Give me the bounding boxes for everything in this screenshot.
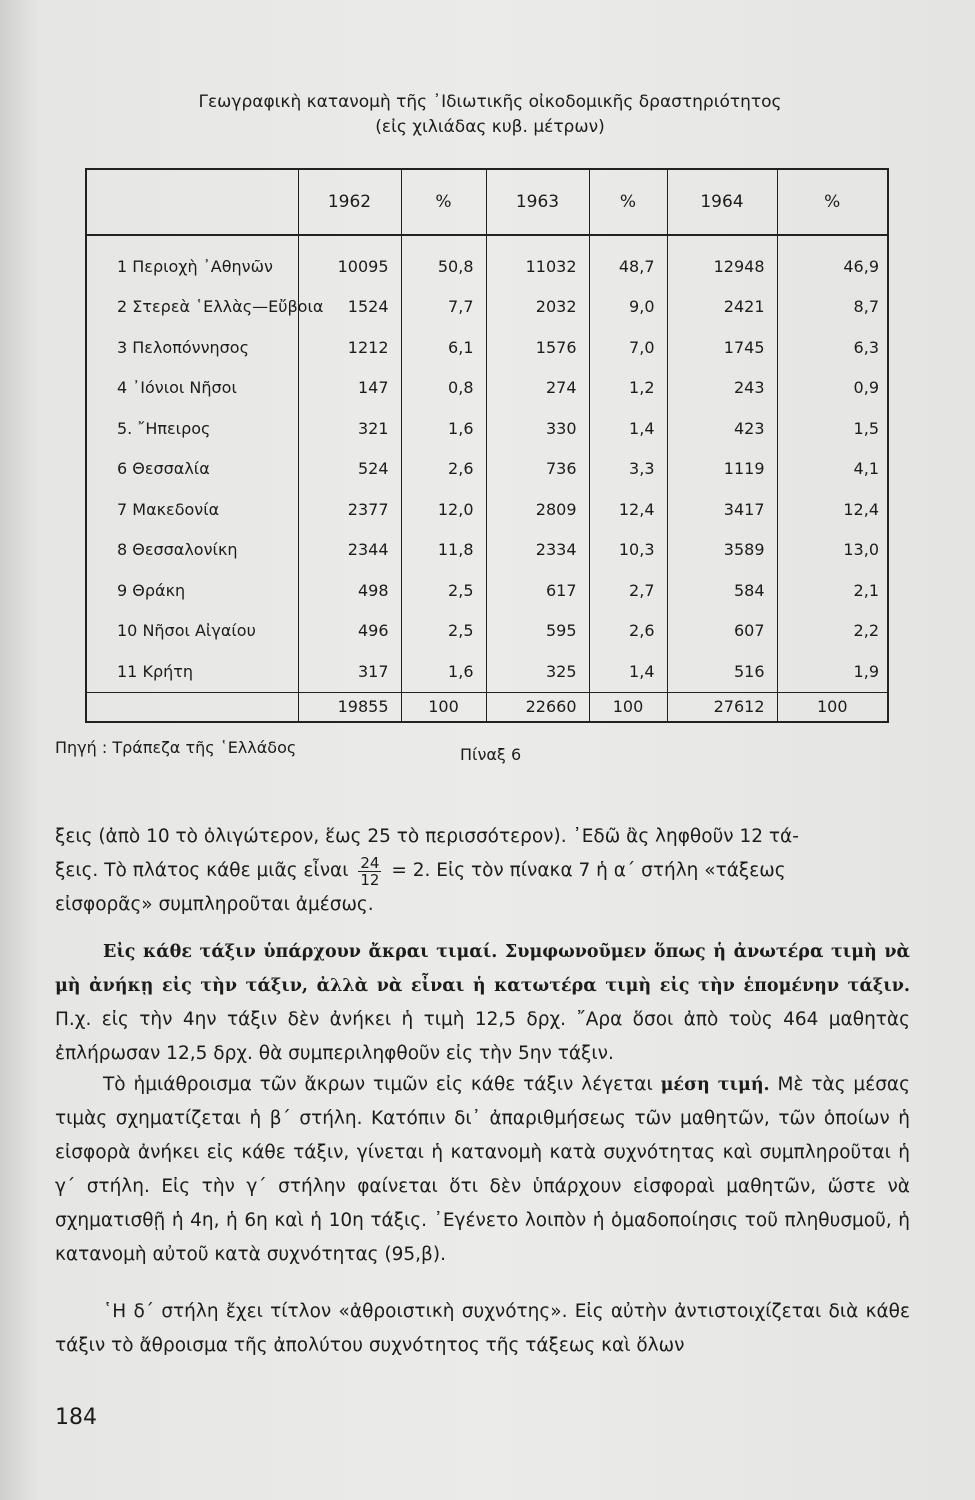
paragraph-cumulative-frequency <box>55 1295 910 1363</box>
table-row <box>86 327 888 368</box>
cell-region: 1 Περιοχὴ ᾽Αθηνῶν <box>86 235 298 287</box>
cell-value-1964: 1745 <box>667 327 777 368</box>
total-1963: 22660 <box>486 692 589 722</box>
cell-pct-1964: 1,9 <box>777 651 888 692</box>
table-totals-row <box>86 692 888 722</box>
cell-pct-1963: 1,4 <box>589 408 667 449</box>
paragraph-class-limits <box>55 935 910 1071</box>
cell-pct-1964: 4,1 <box>777 449 888 490</box>
cell-value-1962: 147 <box>298 368 401 409</box>
cell-value-1964: 1119 <box>667 449 777 490</box>
cell-pct-1962: 2,6 <box>401 449 486 490</box>
header-pct-1964: % <box>777 169 888 235</box>
cell-value-1963: 11032 <box>486 235 589 287</box>
cell-pct-1963: 2,7 <box>589 570 667 611</box>
cell-pct-1962: 2,5 <box>401 570 486 611</box>
paragraph-mean-value <box>55 1068 910 1272</box>
cell-pct-1964: 8,7 <box>777 287 888 328</box>
table-row <box>86 651 888 692</box>
cell-value-1963: 617 <box>486 570 589 611</box>
cell-region: 4 ᾽Ιόνιοι Νῆσοι <box>86 368 298 409</box>
cell-pct-1962: 7,7 <box>401 287 486 328</box>
cell-region: 5. ῎Ηπειρος <box>86 408 298 449</box>
cell-region: 3 Πελοπόννησος <box>86 327 298 368</box>
fraction-denominator: 12 <box>360 870 380 889</box>
cell-pct-1964: 12,4 <box>777 489 888 530</box>
cell-value-1962: 317 <box>298 651 401 692</box>
cell-pct-1964: 0,9 <box>777 368 888 409</box>
table-row <box>86 408 888 449</box>
cell-region: 9 Θράκη <box>86 570 298 611</box>
cell-pct-1962: 11,8 <box>401 530 486 571</box>
cell-value-1962: 2377 <box>298 489 401 530</box>
paragraph-body <box>55 1068 910 1272</box>
cell-pct-1963: 9,0 <box>589 287 667 328</box>
cell-pct-1964: 2,2 <box>777 611 888 652</box>
cell-value-1962: 498 <box>298 570 401 611</box>
cell-value-1964: 584 <box>667 570 777 611</box>
table-row <box>86 449 888 490</box>
cell-region: 7 Μακεδονία <box>86 489 298 530</box>
cell-value-1964: 607 <box>667 611 777 652</box>
text-line: ξεις (ἀπὸ 10 τὸ ὀλιγώτερον, ἕως 25 τὸ περισσότερον). ᾽Εδῶ ἂς ληφθοῦν 12 τά- <box>55 826 799 847</box>
cell-value-1963: 2032 <box>486 287 589 328</box>
cell-value-1964: 3417 <box>667 489 777 530</box>
cell-pct-1963: 2,6 <box>589 611 667 652</box>
table-row <box>86 368 888 409</box>
cell-region: 6 Θεσσαλία <box>86 449 298 490</box>
cell-pct-1963: 10,3 <box>589 530 667 571</box>
cell-value-1963: 1576 <box>486 327 589 368</box>
cell-value-1963: 2809 <box>486 489 589 530</box>
cell-value-1962: 1524 <box>298 287 401 328</box>
text-span: Μὲ τὰς μέσας τιμὰς σχηματίζεται ἡ β΄ στήλη. Κατόπιν δι᾽ ἀπαριθμήσεως τῶν μαθητῶν, τῶν ὁποίων ἡ εἰσφορὰ ἀνήκει εἰς κάθε τάξιν, γίνεται ἡ κατανομὴ κατὰ συχνότητας καὶ συμπληροῦται ἡ γ΄ στήλη. Εἰς τὴν γ΄ στήλην φαίνεται ὅτι δὲν ὑπάρχουν εἰσφοραὶ μαθητῶν, ὥστε νὰ σχηματισθῇ ἡ 4η, ἡ 6η καὶ ἡ 10η τάξις. ᾽Εγένετο λοιπὸν ἡ ὁμαδοποίησις τοῦ πληθυσμοῦ, ἡ κατανομὴ αὐτοῦ κατὰ συχνότητας (95,β). <box>55 1074 910 1265</box>
cell-value-1964: 12948 <box>667 235 777 287</box>
cell-pct-1963: 3,3 <box>589 449 667 490</box>
cell-value-1963: 2334 <box>486 530 589 571</box>
cell-pct-1964: 6,3 <box>777 327 888 368</box>
cell-pct-1962: 1,6 <box>401 651 486 692</box>
table-row <box>86 489 888 530</box>
total-1962: 19855 <box>298 692 401 722</box>
cell-value-1962: 524 <box>298 449 401 490</box>
total-1964: 27612 <box>667 692 777 722</box>
cell-value-1964: 243 <box>667 368 777 409</box>
table-row <box>86 235 888 287</box>
construction-activity-table <box>85 168 889 723</box>
bold-statement: Εἰς κάθε τάξιν ὑπάρχουν ἄκραι τιμαί. Συμφωνοῦμεν ὅπως ἡ ἀνωτέρα τιμὴ νὰ μὴ ἀνήκῃ εἰς τὴν τάξιν, ἀλλὰ νὰ εἶναι ἡ κατωτέρα τιμὴ εἰς τὴν ἑπομένην τάξιν. <box>55 942 910 996</box>
cell-value-1962: 1212 <box>298 327 401 368</box>
cell-pct-1964: 1,5 <box>777 408 888 449</box>
paragraph-class-width <box>55 820 910 922</box>
cell-region: 10 Νῆσοι Αἰγαίου <box>86 611 298 652</box>
cell-pct-1962: 1,6 <box>401 408 486 449</box>
cell-pct-1963: 1,2 <box>589 368 667 409</box>
cell-value-1963: 325 <box>486 651 589 692</box>
cell-pct-1963: 1,4 <box>589 651 667 692</box>
cell-value-1963: 274 <box>486 368 589 409</box>
cell-pct-1962: 0,8 <box>401 368 486 409</box>
cell-value-1964: 516 <box>667 651 777 692</box>
table-row <box>86 570 888 611</box>
cell-pct-1962: 2,5 <box>401 611 486 652</box>
cell-value-1964: 3589 <box>667 530 777 571</box>
total-pct-1964: 100 <box>777 692 888 722</box>
cell-region: 11 Κρήτη <box>86 651 298 692</box>
cell-pct-1964: 2,1 <box>777 570 888 611</box>
header-region <box>86 169 298 235</box>
statistics-table-container <box>85 168 887 721</box>
total-pct-1962: 100 <box>401 692 486 722</box>
fraction-numerator: 24 <box>360 853 380 872</box>
totals-label <box>86 692 298 722</box>
table-row <box>86 530 888 571</box>
table-source: Πηγή : Τράπεζα τῆς ῾Ελλάδος <box>55 738 297 757</box>
cell-pct-1964: 13,0 <box>777 530 888 571</box>
cell-value-1962: 496 <box>298 611 401 652</box>
cell-value-1962: 10095 <box>298 235 401 287</box>
cell-pct-1962: 12,0 <box>401 489 486 530</box>
text-line: εἰσφορᾶς» συμπληροῦται ἀμέσως. <box>55 894 374 915</box>
cell-value-1963: 595 <box>486 611 589 652</box>
table-number-label: Πίναξ 6 <box>460 745 522 764</box>
header-1963: 1963 <box>486 169 589 235</box>
text-span: Τὸ ἡμιάθροισμα τῶν ἄκρων τιμῶν εἰς κάθε τάξιν λέγεται <box>103 1074 653 1095</box>
cell-region: 2 Στερεὰ ῾Ελλὰς—Εὔβοια <box>86 287 298 328</box>
table-row <box>86 287 888 328</box>
cell-region: 8 Θεσσαλονίκη <box>86 530 298 571</box>
cell-pct-1962: 50,8 <box>401 235 486 287</box>
header-pct-1962: % <box>401 169 486 235</box>
header-1962: 1962 <box>298 169 401 235</box>
text-span: = 2. Εἰς τὸν πίνακα 7 ἡ α΄ στήλη «τάξεως <box>391 860 786 881</box>
paragraph-body: ῾Η δ΄ στήλη ἔχει τίτλον «ἀθροιστικὴ συχνότης». Εἰς αὐτὴν ἀντιστοιχίζεται διὰ κάθε τάξιν τὸ ἄθροισμα τῆς ἀπολύτου συχνότητος τῆς τάξεως καὶ ὅλων <box>55 1301 910 1356</box>
cell-value-1962: 2344 <box>298 530 401 571</box>
table-caption-units: (εἰς χιλιάδας κυβ. μέτρων) <box>375 117 605 137</box>
bold-term: μέση τιμή. <box>660 1075 770 1095</box>
cell-pct-1963: 48,7 <box>589 235 667 287</box>
cell-value-1963: 330 <box>486 408 589 449</box>
cell-value-1964: 2421 <box>667 287 777 328</box>
cell-value-1962: 321 <box>298 408 401 449</box>
table-caption-title: Γεωγραφικὴ κατανομὴ τῆς ᾽Ιδιωτικῆς οἰκοδομικῆς δραστηριότητος <box>198 92 782 112</box>
header-pct-1963: % <box>589 169 667 235</box>
text-span: ξεις. Τὸ πλάτος κάθε μιᾶς εἶναι <box>55 860 349 881</box>
paragraph-body <box>55 935 910 1071</box>
text-span: Π.χ. εἰς τὴν 4ην τάξιν δὲν ἀνήκει ἡ τιμὴ 12,5 δρχ. ῎Αρα ὅσοι ἀπὸ τοὺς 464 μαθητὰς ἐπλήρωσαν 12,5 δρχ. θὰ συμπεριληφθοῦν εἰς τὴν 5ην τάξιν. <box>55 1009 910 1064</box>
table-header-row <box>86 169 888 235</box>
cell-pct-1963: 12,4 <box>589 489 667 530</box>
cell-pct-1962: 6,1 <box>401 327 486 368</box>
cell-value-1963: 736 <box>486 449 589 490</box>
cell-pct-1963: 7,0 <box>589 327 667 368</box>
total-pct-1963: 100 <box>589 692 667 722</box>
fraction <box>358 855 381 888</box>
cell-pct-1964: 46,9 <box>777 235 888 287</box>
page-number: 184 <box>55 1405 97 1430</box>
text-line-with-fraction <box>55 854 910 888</box>
table-row <box>86 611 888 652</box>
cell-value-1964: 423 <box>667 408 777 449</box>
header-1964: 1964 <box>667 169 777 235</box>
